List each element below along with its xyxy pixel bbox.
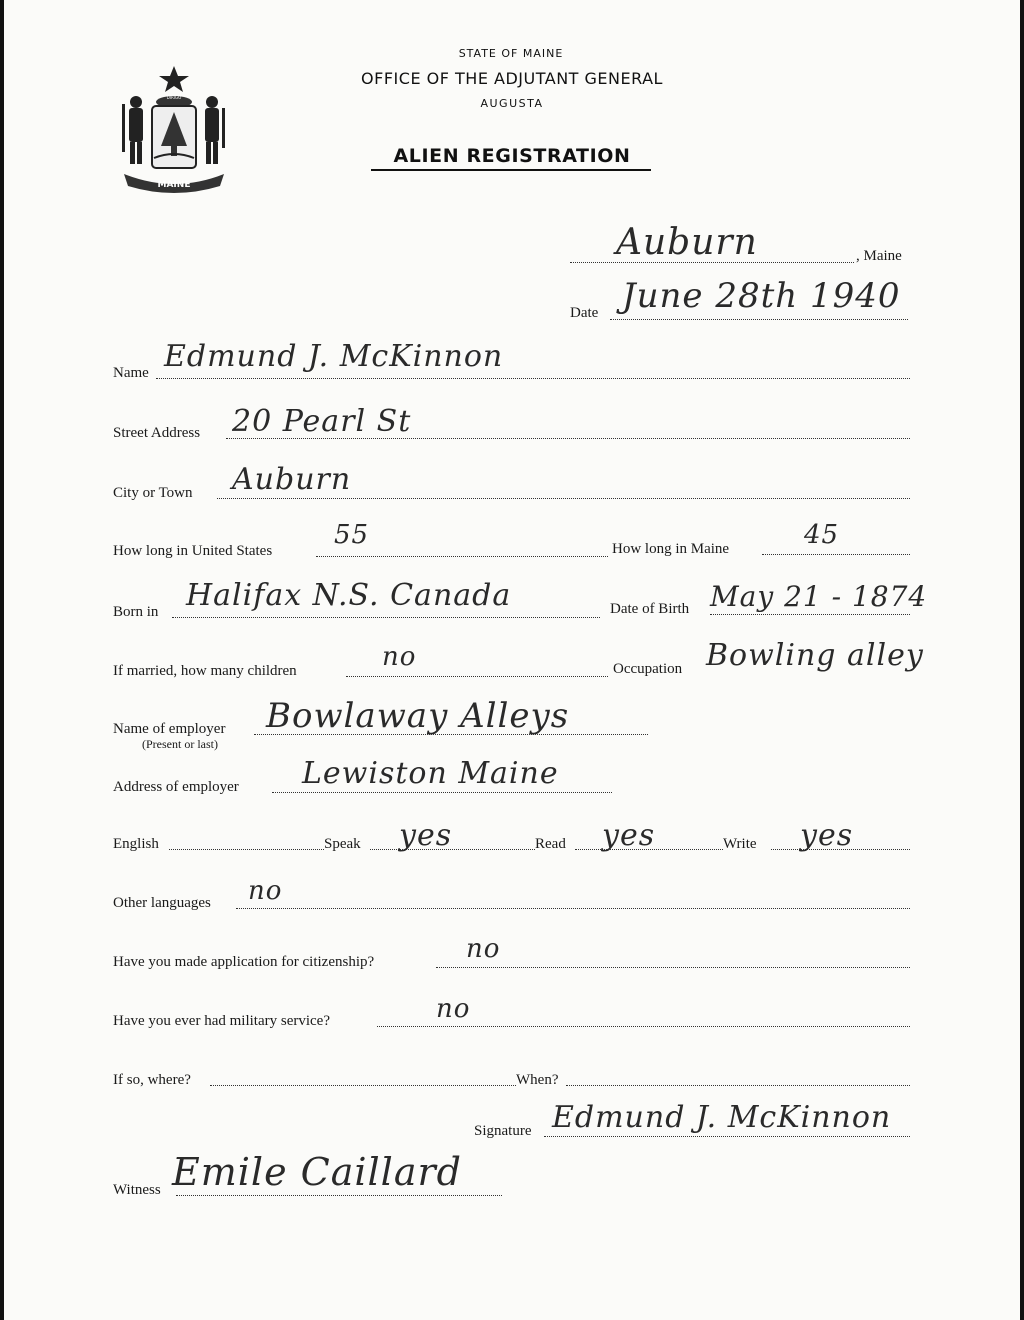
years-us-label: How long in United States	[113, 543, 273, 559]
maine-suffix: , Maine	[856, 248, 902, 264]
title-underline	[371, 169, 651, 171]
citizenship-value: no	[466, 934, 501, 964]
signature-value: Edmund J. McKinnon	[552, 1100, 892, 1135]
street-address-label: Street Address	[113, 425, 201, 441]
date-of-birth-line	[710, 614, 910, 615]
name-value: Edmund J. McKinnon	[164, 339, 504, 374]
city-town-value: Auburn	[232, 462, 352, 497]
occupation-value: Bowling alley	[706, 638, 924, 673]
children-value: no	[382, 642, 417, 672]
employer-sublabel: (Present or last)	[142, 737, 218, 751]
registration-form	[4, 0, 1020, 1320]
signature-line	[544, 1136, 910, 1137]
speak-line	[370, 849, 535, 850]
years-us-line	[316, 556, 608, 557]
city-town-line	[217, 498, 910, 499]
english-label: English	[113, 836, 159, 852]
military-label: Have you ever had military service?	[113, 1013, 330, 1029]
city-heading: AUGUSTA	[480, 97, 544, 110]
other-languages-label: Other languages	[113, 895, 211, 911]
where-label: If so, where?	[113, 1072, 191, 1088]
citizenship-label: Have you made application for citizenship?	[113, 954, 375, 970]
employer-value: Bowlaway Alleys	[266, 696, 570, 736]
employer-address-label: Address of employer	[113, 779, 239, 795]
signature-label: Signature	[474, 1123, 532, 1139]
english-line	[169, 849, 324, 850]
read-value: yes	[602, 818, 656, 853]
when-line	[566, 1085, 910, 1086]
employer-label: Name of employer	[113, 721, 226, 737]
witness-line	[176, 1195, 502, 1196]
date-label: Date	[570, 305, 599, 321]
other-languages-line	[236, 908, 910, 909]
witness-value: Emile Caillard	[172, 1150, 462, 1194]
street-address-value: 20 Pearl St	[232, 404, 412, 439]
military-line	[377, 1026, 910, 1027]
born-in-label: Born in	[113, 604, 159, 620]
occupation-label: Occupation	[613, 661, 683, 677]
when-label: When?	[516, 1072, 559, 1088]
office-heading: OFFICE OF THE ADJUTANT GENERAL	[361, 69, 663, 88]
employer-address-value: Lewiston Maine	[302, 756, 559, 791]
years-maine-label: How long in Maine	[612, 541, 730, 557]
children-label: If married, how many children	[113, 663, 297, 679]
military-value: no	[436, 994, 471, 1024]
witness-label: Witness	[113, 1182, 161, 1198]
date-value: June 28th 1940	[622, 276, 901, 316]
employer-address-line	[272, 792, 612, 793]
name-line	[156, 378, 910, 379]
date-of-birth-label: Date of Birth	[610, 601, 690, 617]
read-label: Read	[535, 836, 566, 852]
date-line	[610, 319, 908, 320]
place-value: Auburn	[616, 222, 758, 263]
citizenship-line	[436, 967, 910, 968]
name-label: Name	[113, 365, 149, 381]
date-of-birth-value: May 21 - 1874	[710, 580, 928, 613]
speak-value: yes	[399, 818, 453, 853]
other-languages-value: no	[248, 876, 283, 906]
years-maine-line	[762, 554, 910, 555]
city-town-label: City or Town	[113, 485, 193, 501]
children-line	[346, 676, 608, 677]
svg-text:DIRIGO: DIRIGO	[166, 95, 182, 100]
write-label: Write	[723, 836, 757, 852]
where-line	[210, 1085, 516, 1086]
svg-text:MAINE: MAINE	[157, 180, 191, 190]
state-heading: STATE OF MAINE	[458, 47, 564, 60]
speak-label: Speak	[324, 836, 361, 852]
write-value: yes	[800, 818, 854, 853]
born-in-line	[172, 617, 600, 618]
born-in-value: Halifax N.S. Canada	[186, 578, 512, 613]
form-title: ALIEN REGISTRATION	[393, 145, 631, 167]
years-maine-value: 45	[804, 520, 840, 550]
years-us-value: 55	[334, 520, 370, 550]
